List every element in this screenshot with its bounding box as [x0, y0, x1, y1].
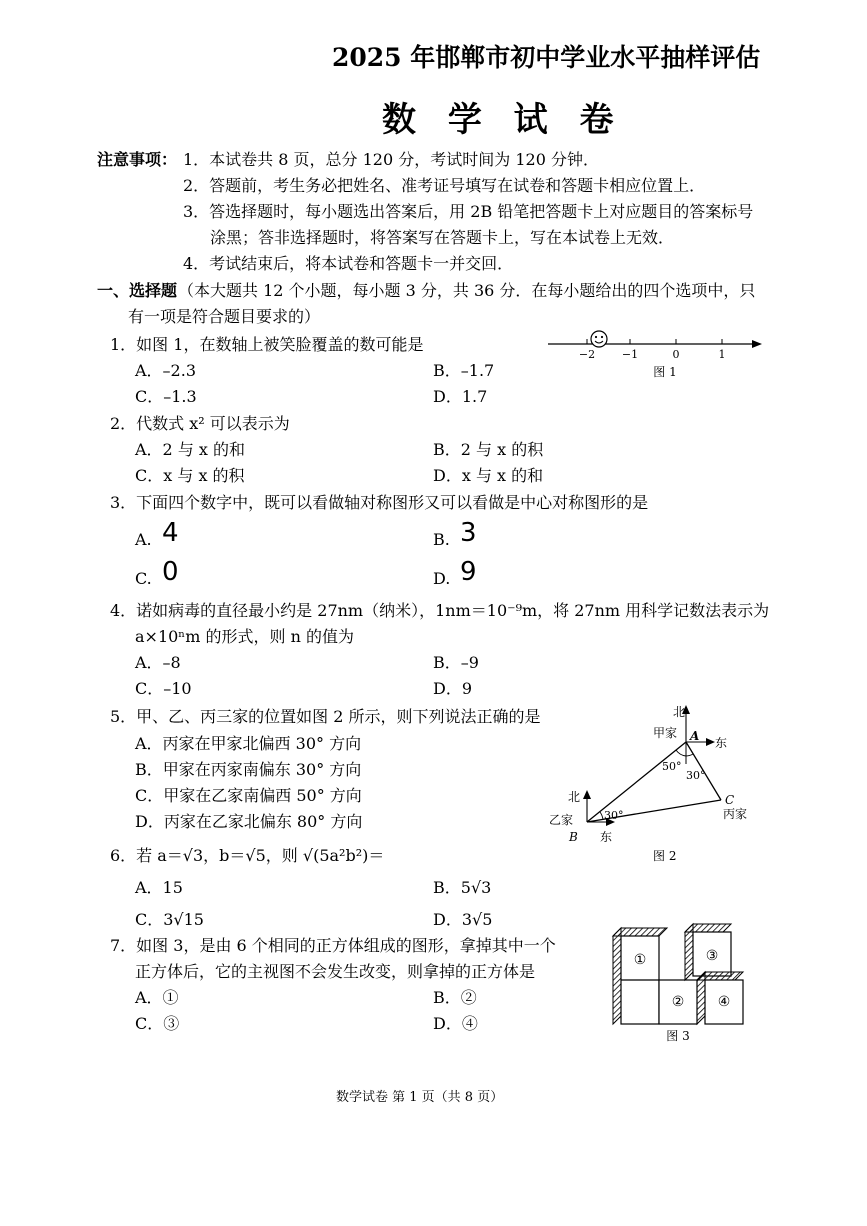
- notice-item-4: 4．考试结束后，将本试卷和答题卡一并交回．: [183, 254, 514, 273]
- q3-option-c-label: C.: [135, 569, 152, 588]
- fig3-cube-3: ③: [705, 948, 719, 964]
- notice-item-2: 2．答题前，考生务必把姓名、准考证号填写在试卷和答题卡相应位置上．: [183, 176, 706, 195]
- fig2-jia: 甲家: [653, 726, 678, 740]
- fig3-cube-1: ①: [633, 952, 647, 968]
- fig1-caption: 图 1: [653, 365, 677, 379]
- fig2-angle-50: 50°: [662, 760, 682, 773]
- q1-stem: 1．如图 1，在数轴上被笑脸覆盖的数可能是: [110, 335, 424, 354]
- fig2-point-a: A: [690, 729, 700, 743]
- q5-stem: 5．甲、乙、丙三家的位置如图 2 所示，则下列说法正确的是: [110, 707, 541, 726]
- notice-item-1: 1．本试卷共 8 页，总分 120 分，考试时间为 120 分钟．: [183, 150, 599, 169]
- section-desc-1: （本大题共 12 个小题，每小题 3 分，共 36 分．在每小题给出的四个选项中，只: [178, 281, 756, 300]
- fig2-east-a: 东: [715, 736, 728, 750]
- fig2-caption: 图 2: [653, 849, 677, 863]
- fig2-point-c: C: [725, 793, 735, 807]
- figure-2-direction-diagram: [540, 700, 770, 870]
- q3-option-b-label: B.: [433, 530, 450, 549]
- subject-title: 数 学 试 卷: [382, 100, 624, 140]
- q3-option-a-digit: 4: [162, 518, 179, 548]
- fig1-tick-0: 0: [672, 348, 680, 361]
- q4-option-d: D．9: [433, 679, 473, 698]
- figure-3-cubes: [605, 920, 755, 1048]
- q3-option-b-digit: 3: [460, 518, 477, 548]
- page-footer: 数学试卷 第 1 页（共 8 页）: [336, 1090, 504, 1105]
- q6-option-c: C．3√15: [135, 910, 204, 929]
- q4-option-b: B．–9: [433, 653, 479, 672]
- q2-option-d: D．x 与 x 的和: [433, 466, 544, 485]
- notice-item-3-cont: 涂黑；答非选择题时，将答案写在答题卡上，写在本试卷上无效．: [210, 228, 675, 247]
- fig2-bing: 丙家: [723, 807, 748, 821]
- q2-stem: 2．代数式 x² 可以表示为: [110, 414, 290, 433]
- q5-option-c: C．甲家在乙家南偏西 50° 方向: [135, 786, 362, 805]
- q5-option-b: B．甲家在丙家南偏东 30° 方向: [135, 760, 362, 779]
- q1-option-b: B．–1.7: [433, 361, 495, 380]
- q2-option-b: B．2 与 x 的积: [433, 440, 544, 459]
- section-heading: 一、选择题: [97, 281, 178, 300]
- q5-option-a: A．丙家在甲家北偏西 30° 方向: [135, 734, 362, 753]
- section-desc-2: 有一项是符合题目要求的）: [128, 307, 321, 326]
- q4-stem-1: 4．诺如病毒的直径最小约是 27nm（纳米），1nm＝10⁻⁹m，将 27nm 用科学记数法表示为: [110, 601, 770, 620]
- figure-1-number-line: [540, 328, 770, 380]
- fig2-yi: 乙家: [549, 813, 574, 827]
- q6-option-b: B．5√3: [433, 878, 492, 897]
- notice-label: 注意事项：: [97, 150, 178, 169]
- fig2-point-b: B: [569, 830, 578, 844]
- q6-option-d: D．3√5: [433, 910, 493, 929]
- smiley-face-icon: [591, 331, 607, 347]
- notice-item-3: 3．答选择题时，每小题选出答案后，用 2B 铅笔把答题卡上对应题目的答案标号: [183, 202, 754, 221]
- fig2-north-b: 北: [568, 790, 581, 804]
- q3-option-d-digit: 9: [460, 557, 477, 587]
- q1-option-a: A．–2.3: [135, 361, 197, 380]
- q3-option-a-label: A.: [135, 530, 152, 549]
- q5-option-d: D．丙家在乙家北偏东 80° 方向: [135, 812, 363, 831]
- q7-stem-2: 正方体后，它的主视图不会发生改变，则拿掉的正方体是: [135, 962, 536, 981]
- fig2-angle-30-a: 30°: [686, 769, 706, 782]
- q6-stem: 6．若 a＝√3，b＝√5，则 √(5a²b²)＝: [110, 846, 385, 865]
- q4-stem-2: a×10ⁿm 的形式，则 n 的值为: [135, 627, 354, 646]
- q6-option-a: A．15: [135, 878, 183, 897]
- q3-stem: 3．下面四个数字中，既可以看做轴对称图形又可以看做是中心对称图形的是: [110, 493, 649, 512]
- q7-option-d: D．④: [433, 1014, 478, 1033]
- fig3-caption: 图 3: [666, 1029, 690, 1043]
- fig1-tick-neg1: −1: [621, 348, 639, 361]
- fig3-cube-2: ②: [671, 994, 685, 1010]
- fig2-angle-30-b: 30°: [604, 809, 624, 822]
- fig2-east-b: 东: [600, 830, 613, 844]
- q3-option-d-label: D.: [433, 569, 451, 588]
- fig3-cube-4: ④: [717, 994, 731, 1010]
- q7-option-a: A．①: [135, 988, 179, 1007]
- q4-option-a: A．–8: [135, 653, 181, 672]
- q3-option-c-digit: 0: [162, 557, 179, 587]
- q7-stem-1: 7．如图 3，是由 6 个相同的正方体组成的图形，拿掉其中一个: [110, 936, 556, 955]
- q2-option-c: C．x 与 x 的积: [135, 466, 245, 485]
- q4-option-c: C．–10: [135, 679, 192, 698]
- fig1-tick-neg2: −2: [578, 348, 596, 361]
- exam-title: 2025 年邯郸市初中学业水平抽样评估: [332, 43, 761, 72]
- fig1-tick-1: 1: [718, 348, 726, 361]
- q2-option-a: A．2 与 x 的和: [135, 440, 246, 459]
- q1-option-c: C．–1.3: [135, 387, 197, 406]
- q1-option-d: D．1.7: [433, 387, 488, 406]
- q7-option-b: B．②: [433, 988, 477, 1007]
- q7-option-c: C．③: [135, 1014, 180, 1033]
- fig2-north-a: 北: [673, 705, 686, 719]
